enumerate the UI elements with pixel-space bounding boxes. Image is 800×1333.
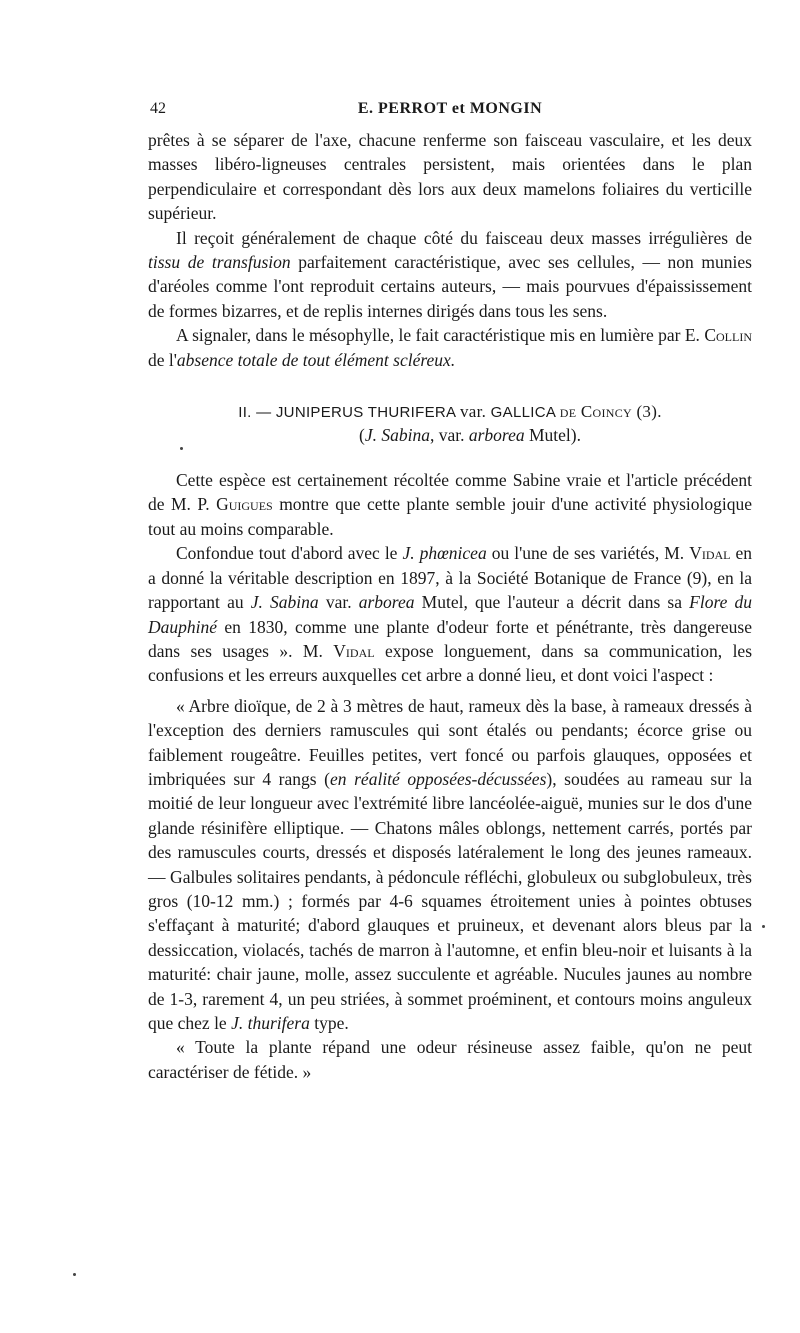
text-run: ou l'une de ses variétés, M. xyxy=(491,543,685,564)
text-run: en a donné la véritable description en 1897, à la Société Botanique de France (9), en la rapportant au xyxy=(148,543,753,613)
section-title-main: II. — JUNIPERUS THURIFERA xyxy=(238,404,456,422)
paragraph-continuation: prêtes à se séparer de l'axe, chacune renferme son faisceau vasculaire, et les deux masses libéro-ligneuses centrales persistent, mais orientées dans le plan perpendiculaire et correspondant dès lors aux deux mamelons foliaires du verticille supérieur. xyxy=(148,130,752,224)
speck-mark xyxy=(180,447,183,450)
section-var-label: var. xyxy=(459,402,487,422)
paragraph-confondue xyxy=(148,541,752,687)
section-heading xyxy=(148,402,752,422)
text-run: var. xyxy=(325,592,352,613)
section-de: de xyxy=(559,402,577,422)
italic-variety: arborea xyxy=(358,592,415,613)
paragraph-transfusion xyxy=(148,226,752,324)
running-title: E. PERROT et MONGIN xyxy=(357,100,543,117)
text-run: type. xyxy=(314,1013,349,1033)
text-run: Cette espèce est certainement récoltée comme Sabine vraie et l'article précédent de M. P. xyxy=(148,470,752,515)
text-run: Il reçoit généralement de chaque côté du faisceau deux masses irrégulières de xyxy=(176,227,752,248)
italic-species: J. Sabina xyxy=(250,592,319,613)
text-run: A signaler, dans le mésophylle, le fait caractéristique mis en lumière par E. xyxy=(176,325,700,346)
paragraph-signaler xyxy=(148,323,752,372)
text-run: expose longuement, dans sa communication, les confusions et les erreurs auxquelles cet arbre a donné lieu, et dont voici l'aspect : xyxy=(148,640,753,686)
page-body xyxy=(148,128,752,1084)
author-name: Guigues xyxy=(216,494,273,515)
sub-close: Mutel). xyxy=(528,425,581,446)
italic-phrase: en réalité opposées-décussées xyxy=(330,768,547,789)
paragraph-quote-description xyxy=(148,694,752,1036)
section-var-name: GALLICA xyxy=(490,404,556,422)
text-run: ), soudées au rameau sur la moitié de leur longueur avec l'extrémité libre lancéolée-aiguë, munies sur le dos d'une glande résinifère elliptique. — Chatons mâles oblongs, nettement carrés, portés par des ramuscules courts, dressés et disposés latéralement le long des jeunes rameaux. — Galbules solitaires pendants, à pédoncule réfléchi, globuleux ou subglobuleux, très gros (10-12 mm.) ; formés par 4-6 squames étroitement unies à pointes obtuses s'effaçant à maturité; d'abord glauques et pruineux, et devenant alors bleus par la dessiccation, violacés, tachés de marron à l'automne, et enfin bleu-noir et luisants à la maturité: chair jaune, molle, assez succulente et agréable. Nucules jaunes au nombre de 1-3, rarement 4, un peu striées, à sommet proéminent, et contours moins anguleux que chez le xyxy=(148,768,752,1033)
section-ref: (3). xyxy=(636,402,662,422)
text-run: parfaitement caractéristique, avec ses cellules, — non munies d'aréoles comme l'ont reproduit certains auteurs, — mais pourvues d'épaississement de formes bizarres, et de replis internes dirigés dans tous les sens. xyxy=(148,252,752,321)
author-name: Collin xyxy=(704,325,752,346)
sub-genus: J. Sabina xyxy=(364,425,430,446)
paragraph-quote-odeur: « Toute la plante répand une odeur résineuse assez faible, qu'on ne peut caractériser de fétide. » xyxy=(148,1037,752,1082)
italic-title: Flore du Dauphiné xyxy=(148,592,753,637)
speck-mark xyxy=(73,1273,76,1276)
section-subheading xyxy=(148,425,752,446)
text-run: « Arbre dioïque, de 2 à 3 mètres de haut, rameux dès la base, à rameaux dressés à l'exception des derniers ramuscules qui sont étalés ou pendants; écorce grise ou faiblement rougeâtre. Feuilles petites, vert foncé ou parfois glauques, opposées et imbriquées sur 4 rangs ( xyxy=(148,695,752,789)
speck-mark xyxy=(762,925,765,928)
paragraph-espece xyxy=(148,468,752,541)
page-number: 42 xyxy=(150,100,166,117)
sub-mid: , var. xyxy=(429,425,465,446)
author-name: Vidal xyxy=(689,543,731,564)
section-author: Coincy xyxy=(580,402,632,422)
text-run: de l' xyxy=(148,349,177,370)
text-run: en 1830, comme une plante d'odeur forte et pénétrante, très dangereuse dans ses usages ». M. xyxy=(148,616,753,661)
italic-species: J. thurifera xyxy=(231,1013,310,1033)
italic-species: J. phœnicea xyxy=(402,543,487,564)
text-run: Mutel, que l'auteur a décrit dans sa xyxy=(421,592,682,613)
page-header xyxy=(150,100,750,124)
italic-term: tissu de transfusion xyxy=(148,252,291,273)
italic-phrase: absence totale de tout élément scléreux. xyxy=(176,349,456,370)
text-run: Confondue tout d'abord avec le xyxy=(176,543,398,564)
sub-open: ( xyxy=(359,425,365,446)
text-run: montre que cette plante semble jouir d'une activité physiologique tout au moins comparable. xyxy=(148,494,753,539)
author-name: Vidal xyxy=(333,640,375,661)
sub-var: arborea xyxy=(468,425,525,446)
